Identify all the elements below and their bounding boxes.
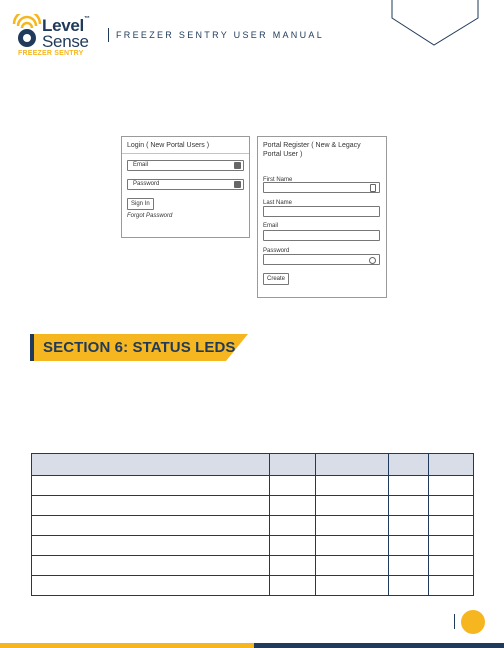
section-title: SECTION 6: STATUS LEDS (43, 339, 236, 356)
autofill-icon (234, 162, 241, 169)
table-cell (429, 536, 474, 556)
table-cell (32, 496, 270, 516)
logo-sense-text: Sense (42, 32, 89, 51)
register-email-label: Email (263, 223, 279, 229)
footer-bar-yellow (0, 643, 254, 648)
lock-icon (370, 184, 376, 192)
show-password-icon[interactable] (369, 257, 376, 264)
table-cell (316, 536, 389, 556)
table-row (32, 516, 474, 536)
table-cell (270, 576, 316, 596)
logo-subtitle: FREEZER SENTRY (18, 50, 84, 57)
table-cell (389, 476, 429, 496)
page-number-divider (454, 614, 455, 629)
last-name-label: Last Name (263, 200, 293, 206)
create-button[interactable]: Create (263, 273, 289, 285)
login-password-placeholder: Password (133, 181, 160, 187)
table-cell (270, 496, 316, 516)
corner-decoration (374, 0, 504, 50)
register-password-field[interactable] (263, 254, 380, 265)
table-cell (316, 556, 389, 576)
footer-bar-blue (254, 643, 504, 648)
table-header-cell (270, 454, 316, 476)
table-cell (32, 556, 270, 576)
table-header-cell (389, 454, 429, 476)
table-row (32, 496, 474, 516)
register-password-label: Password (263, 248, 290, 254)
table-cell (270, 476, 316, 496)
login-form-title: Login ( New Portal Users ) (127, 142, 210, 149)
table-cell (316, 516, 389, 536)
register-title-line1: Portal Register ( New & Legacy (263, 142, 361, 149)
login-email-field[interactable] (127, 160, 244, 171)
table-cell (429, 516, 474, 536)
register-form-title (263, 141, 361, 159)
table-header-cell (32, 454, 270, 476)
autofill-icon (234, 181, 241, 188)
logo-level-text: Level™ (42, 16, 90, 35)
login-password-field[interactable] (127, 179, 244, 190)
login-form-rule (122, 153, 249, 154)
table-cell (389, 576, 429, 596)
table-cell (32, 516, 270, 536)
table-cell (32, 536, 270, 556)
table-cell (389, 496, 429, 516)
table-cell (429, 496, 474, 516)
table-cell (316, 576, 389, 596)
first-name-label: First Name (263, 177, 293, 183)
page-number-badge (461, 610, 485, 634)
table-cell (429, 556, 474, 576)
level-sense-logo (10, 14, 106, 60)
table-cell (429, 476, 474, 496)
table-cell (270, 556, 316, 576)
table-header-cell (429, 454, 474, 476)
sign-in-button[interactable]: Sign In (127, 198, 154, 210)
table-cell (429, 576, 474, 596)
login-email-placeholder: Email (133, 162, 149, 168)
register-email-field[interactable] (263, 230, 380, 241)
document-title: FREEZER SENTRY USER MANUAL (116, 30, 324, 40)
table-cell (316, 496, 389, 516)
status-led-table (31, 453, 474, 596)
forgot-password-link[interactable]: Forgot Password (127, 213, 173, 219)
table-header-cell (316, 454, 389, 476)
table-cell (316, 476, 389, 496)
table-cell (32, 576, 270, 596)
register-title-line2: Portal User ) (263, 151, 303, 158)
table-row (32, 476, 474, 496)
login-form-figure (121, 136, 250, 238)
header-divider (108, 28, 109, 42)
table-cell (389, 556, 429, 576)
table-cell (270, 516, 316, 536)
table-row (32, 556, 474, 576)
table-cell (389, 536, 429, 556)
table-cell (270, 536, 316, 556)
register-form-figure (257, 136, 387, 298)
table-header-row (32, 454, 474, 476)
logo-mark-icon (10, 14, 44, 52)
table-cell (389, 516, 429, 536)
first-name-field[interactable] (263, 182, 380, 193)
last-name-field[interactable] (263, 206, 380, 217)
table-row (32, 576, 474, 596)
table-row (32, 536, 474, 556)
table-cell (32, 476, 270, 496)
